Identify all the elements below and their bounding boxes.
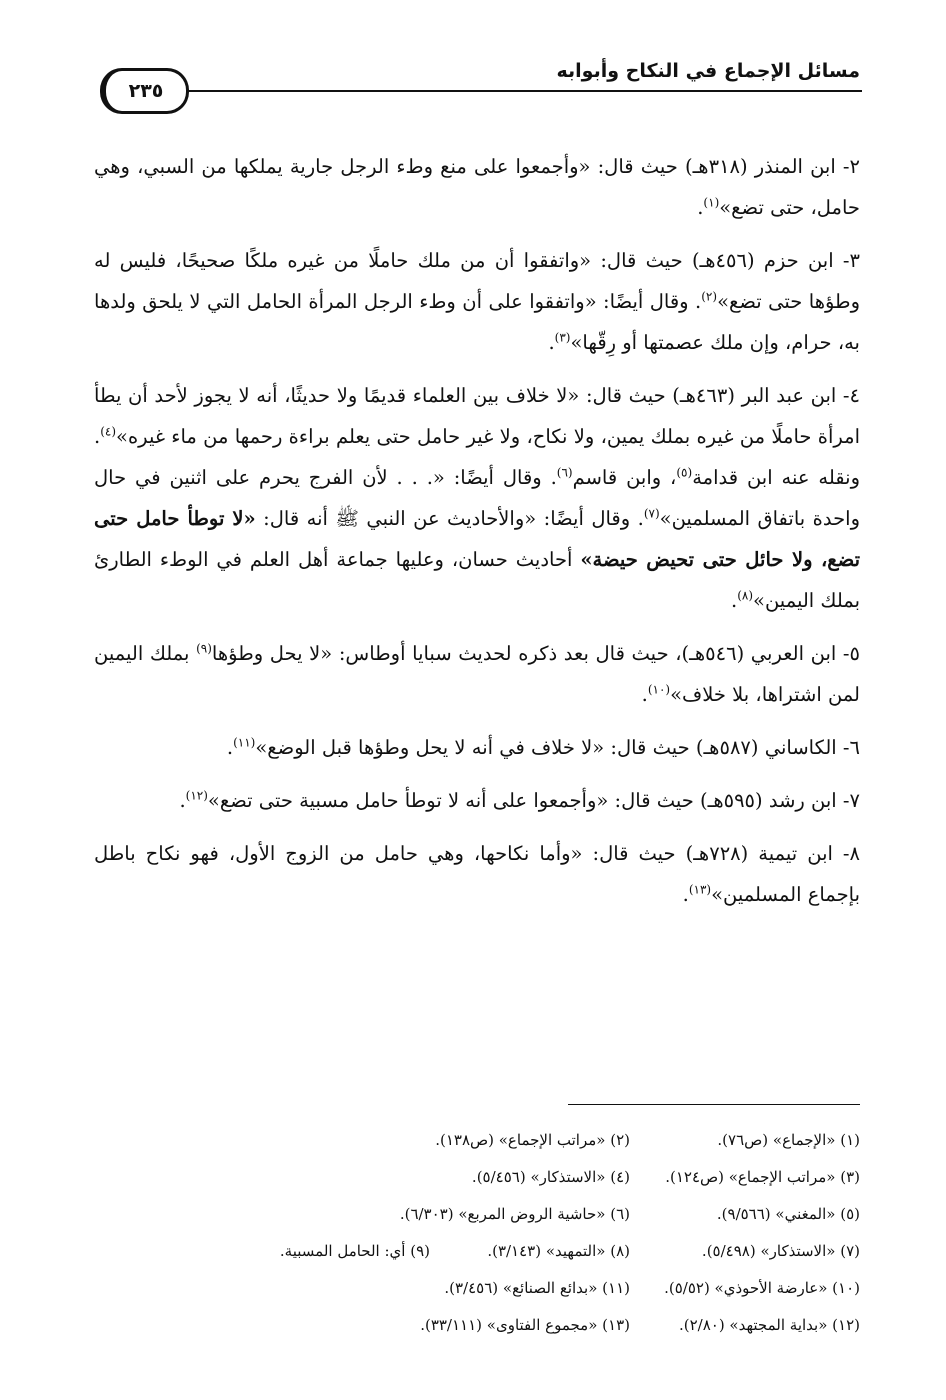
paragraph-3 [94, 240, 860, 363]
footnote-9: (٩) أي: الحامل المسبية. [279, 1242, 430, 1260]
paragraph-end: . [548, 331, 555, 354]
footnote-row [160, 1307, 860, 1344]
page-number-badge [100, 68, 189, 114]
paragraph-end: . [641, 683, 648, 706]
footnote-4: (٤) «الاستذكار» (٥/٤٥٦). [471, 1168, 630, 1186]
paragraph-2 [94, 146, 860, 228]
body-text [94, 146, 860, 927]
footnote-ref: (١١) [233, 735, 256, 750]
footnote-5: (٥) «المغني» (٩/٥٦٦). [716, 1205, 860, 1223]
footnote-ref: (٦) [556, 465, 573, 480]
paragraph-text: أحاديث حسان، وعليها جماعة أهل العلم في الوطء الطارئ بملك اليمين» [94, 548, 860, 612]
page-number: ٢٣٥ [128, 80, 164, 102]
paragraph-end: . [731, 589, 738, 612]
footnote-3: (٣) «مراتب الإجماع» (ص١٢٤). [665, 1168, 860, 1186]
footnotes [160, 1122, 860, 1344]
paragraph-text: ٢- ابن المنذر (٣١٨هـ) حيث قال: «وأجمعوا على منع وطء الرجل جارية يملكها من السبي، وهي حامل، حتى تضع» [94, 155, 860, 219]
paragraph-end: . [226, 736, 234, 759]
footnote-ref: (١٢) [185, 788, 208, 803]
footnote-8: (٨) «التمهيد» (٣/١٤٣). [487, 1242, 630, 1260]
footnote-7: (٧) «الاستذكار» (٥/٤٩٨). [701, 1242, 860, 1260]
paragraph-text: ، وابن قاسم [572, 466, 677, 489]
paragraph-end: . [697, 196, 704, 219]
footnote-12: (١٢) «بداية المجتهد» (٢/٨٠). [678, 1316, 860, 1334]
footnote-ref: (٨) [737, 588, 754, 603]
paragraph-text: ٦- الكاساني (٥٨٧هـ) حيث قال: «لا خلاف في أنه لا يحل وطؤها قبل الوضع» [255, 736, 860, 759]
paragraph-text: . وقال أيضًا: «والأحاديث عن النبي ﷺ أنه قال: [255, 507, 644, 530]
paragraph-text: ٧- ابن رشد (٥٩٥هـ) حيث قال: «وأجمعوا على أنه لا توطأ حامل مسبية حتى تضع» [207, 789, 860, 812]
running-header-title: مسائل الإجماع في النكاح وأبوابه [556, 60, 860, 82]
paragraph-text: ٥- ابن العربي (٥٤٦هـ)، حيث قال بعد ذكره لحديث سبايا أوطاس: «لا يحل وطؤها [211, 642, 860, 665]
footnote-10: (١٠) «عارضة الأحوذي» (٥/٥٢). [664, 1279, 860, 1297]
paragraph-end: . [682, 883, 689, 906]
paragraph-text: ٤- ابن عبد البر (٤٦٣هـ) حيث قال: «لا خلاف بين العلماء قديمًا ولا حديثًا، أنه لا يجوز لأحد أن يطأ امرأة حاملًا من غيره بملك يمين، ولا نكاح، ولا غير حامل حتى يعلم براءة رحمها من ماء غيره» [94, 384, 861, 448]
paragraph-text: ٨- ابن تيمية (٧٢٨هـ) حيث قال: «وأما نكاحها، وهي حامل من الزوج الأول، فهو نكاح باطل بإجماع المسلمين» [94, 842, 861, 906]
paragraph-8 [94, 833, 860, 915]
footnote-ref: (٩) [196, 641, 212, 656]
paragraph-5 [94, 633, 860, 715]
paragraph-end: . [179, 789, 186, 812]
footnote-row [160, 1122, 860, 1159]
header-rule [180, 90, 862, 92]
footnote-row [160, 1233, 860, 1270]
footnote-ref: (٤) [100, 424, 117, 439]
footnote-ref: (١٣) [688, 882, 712, 897]
footnote-ref: (٣) [554, 330, 571, 345]
footnote-6: (٦) «حاشية الروض المربع» (٦/٣٠٣). [399, 1205, 630, 1223]
footnote-ref: (٥) [676, 465, 693, 480]
paragraph-text: . وقال أيضًا: «واتفقوا على أن وطء الرجل المرأة الحامل التي لا يلحق ولدها به، حرام، وإن ملك عصمتها أو رِقّها» [94, 290, 860, 354]
footnote-row [160, 1270, 860, 1307]
paragraph-4 [94, 375, 860, 621]
paragraph-6 [94, 727, 860, 768]
paragraph-text: بملك اليمين لمن اشتراها، بلا خلاف» [94, 642, 860, 706]
footnote-row [160, 1159, 860, 1196]
footnote-11: (١١) «بدائع الصنائع» (٣/٤٥٦). [444, 1279, 630, 1297]
hadith-quote: «لا توطأ حامل حتى تضع، ولا حائل حتى تحيض حيضة» [94, 507, 860, 571]
footnote-2: (٢) «مراتب الإجماع» (ص١٣٨). [435, 1131, 630, 1149]
paragraph-text: . وقال أيضًا: «. . . لأن الفرج يحرم على اثنين في حال واحدة باتفاق المسلمين» [94, 466, 860, 530]
paragraph-7 [94, 780, 860, 821]
footnote-ref: (١٠) [647, 682, 671, 697]
paragraph-text: ٣- ابن حزم (٤٥٦هـ) حيث قال: «واتفقوا أن من ملك حاملًا من غيره ملكًا صحيحًا، فليس له وطؤها حتى تضع» [94, 249, 860, 313]
footnote-1: (١) «الإجماع» (ص٧٦). [717, 1131, 860, 1149]
footnote-ref: (٢) [701, 289, 718, 304]
footnote-ref: (٧) [643, 506, 660, 521]
footnote-separator [568, 1104, 860, 1105]
paragraph-text: . ونقله عنه ابن قدامة [94, 425, 860, 489]
footnote-ref: (١) [703, 195, 720, 210]
footnote-13: (١٣) «مجموع الفتاوى» (٣٣/١١١). [420, 1316, 630, 1334]
footnote-row [160, 1196, 860, 1233]
